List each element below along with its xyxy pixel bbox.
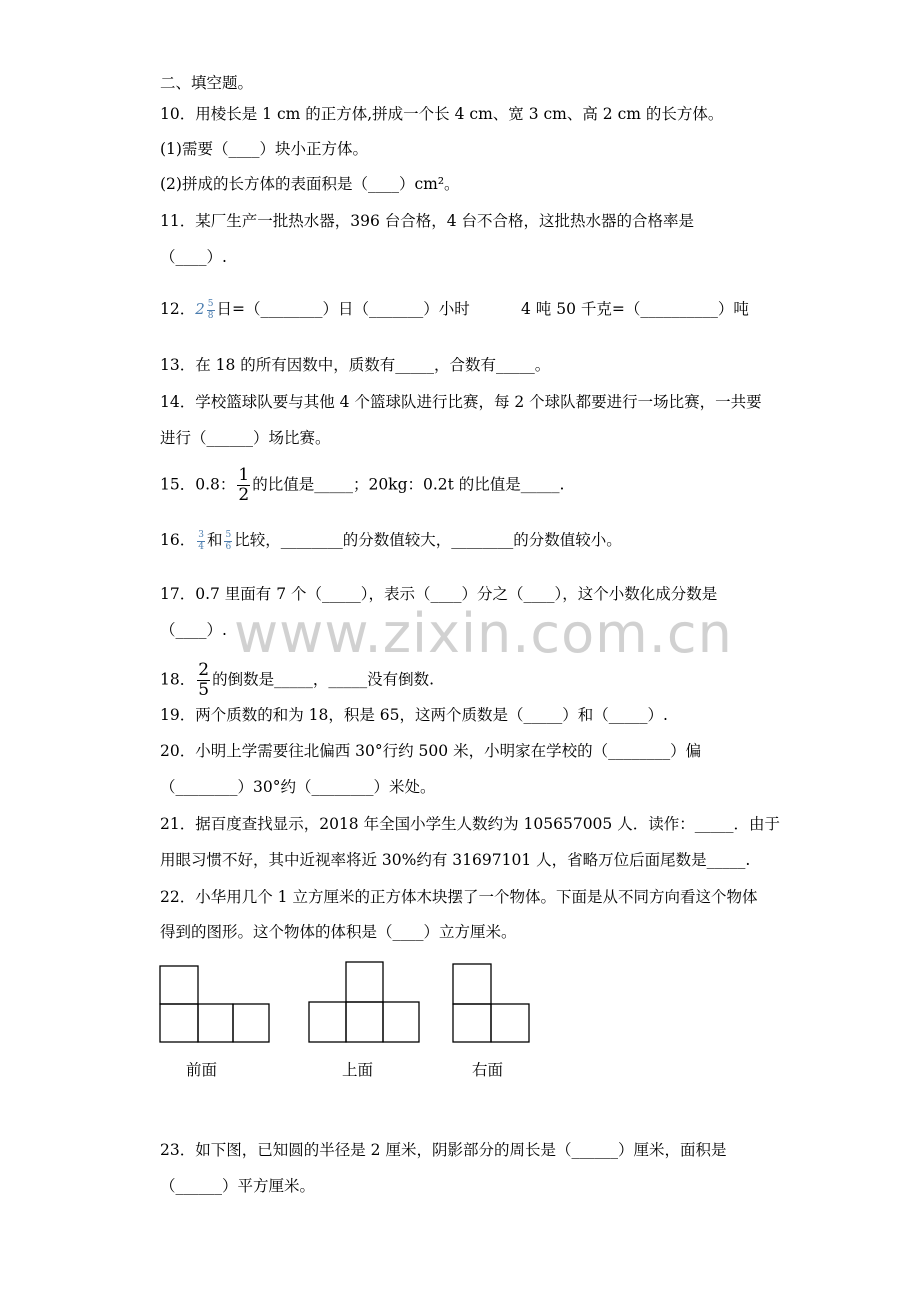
q15-frac-denominator: 2 (238, 485, 250, 505)
q14-line1: 14．学校篮球队要与其他 4 个篮球队进行比赛，每 2 个球队都要进行一场比赛，一共要 (160, 393, 762, 411)
q18-fraction (197, 662, 210, 699)
q10-part1: (1)需要（____）块小正方体。 (160, 140, 368, 158)
q12-line (160, 298, 470, 321)
front-view-diagram (158, 964, 274, 1048)
q22-line1: 22．小华用几个 1 立方厘米的正方体木块摆了一个物体。下面是从不同方向看这个物体 (160, 888, 758, 906)
top-view-cell (383, 1002, 419, 1042)
q19-text: 19．两个质数的和为 18，积是 65，这两个质数是（_____）和（_____）. (160, 706, 668, 724)
q16-frac2-denominator: 6 (225, 541, 232, 552)
q18-line (160, 662, 434, 699)
q15-line (160, 467, 564, 504)
q15-fraction (237, 467, 250, 504)
q16-line (160, 529, 622, 552)
right-view-diagram (451, 962, 535, 1046)
section-title: 二、填空题。 (160, 74, 254, 92)
q12-mixed-fraction (207, 300, 215, 321)
top-view-cell (346, 1002, 383, 1042)
q22-line2: 得到的图形。这个物体的体积是（____）立方厘米。 (160, 923, 517, 941)
front-view-label: 前面 (186, 1061, 218, 1079)
q10-part2: (2)拼成的长方体的表面积是（____）cm²。 (160, 175, 460, 193)
q12-number: 12． (160, 300, 196, 318)
q18-rest: 的倒数是_____，_____没有倒数. (212, 670, 434, 689)
q12-part2: 4 吨 50 千克=（__________）吨 (521, 300, 749, 318)
front-view-cell (233, 1004, 269, 1042)
q11-line1: 11．某厂生产一批热水器，396 台合格，4 台不合格，这批热水器的合格率是 (160, 212, 695, 230)
q16-frac1-numerator: 3 (198, 529, 204, 540)
q12-mixed-whole: 2 (195, 300, 205, 318)
q14-line2: 进行（______）场比赛。 (160, 429, 331, 447)
q12-part1: 日=（________）日（_______）小时 (216, 300, 470, 318)
q16-fraction-1 (197, 531, 205, 552)
right-view-cell (491, 1004, 529, 1042)
top-view-label: 上面 (342, 1061, 374, 1079)
q12-frac-denominator: 8 (207, 310, 214, 321)
q17-line2: （____）. (160, 621, 227, 639)
front-view-cell (160, 1004, 198, 1042)
top-view-diagram (307, 960, 423, 1046)
top-view-cell (309, 1002, 346, 1042)
q16-fraction-2 (224, 531, 232, 552)
q13-text: 13．在 18 的所有因数中，质数有_____，合数有_____。 (160, 356, 551, 374)
q18-number: 18． (160, 670, 196, 689)
q15-prefix: 15．0.8： (160, 475, 236, 494)
right-view-label: 右面 (472, 1061, 504, 1079)
front-view-cell (160, 966, 198, 1004)
q16-number: 16． (160, 531, 196, 549)
q16-frac2-numerator: 5 (225, 529, 232, 540)
q16-and: 和 (206, 531, 223, 549)
q23-line2: （______）平方厘米。 (160, 1177, 316, 1195)
q15-rest: 的比值是_____；20kg：0.2t 的比值是_____. (252, 475, 565, 494)
q10-text: 10．用棱长是 1 cm 的正方体,拼成一个长 4 cm、宽 3 cm、高 2 cm 的长方体。 (160, 105, 724, 123)
q20-line1: 20．小明上学需要往北偏西 30°行约 500 米，小明家在学校的（________）偏 (160, 742, 702, 760)
q17-line1: 17．0.7 里面有 7 个（_____），表示（____）分之（____），这个小数化成分数是 (160, 585, 718, 603)
q16-rest: 比较，________的分数值较大，________的分数值较小。 (234, 531, 622, 549)
front-view-cell (198, 1004, 233, 1042)
q15-frac-numerator: 1 (238, 465, 250, 485)
right-view-cell (453, 1004, 491, 1042)
q16-frac1-denominator: 4 (198, 541, 204, 552)
right-view-cell (453, 964, 491, 1004)
q18-frac-numerator: 2 (198, 660, 210, 680)
q11-line2: （____）. (160, 248, 227, 266)
q21-line2: 用眼习惯不好，其中近视率将近 30%约有 31697101 人，省略万位后面尾数是_____. (160, 851, 751, 869)
q21-line1: 21．据百度查找显示，2018 年全国小学生人数约为 105657005 人．读作：_____．由于 (160, 815, 780, 833)
top-view-cell (346, 962, 383, 1002)
watermark: www.zixin.com.cn (234, 602, 733, 665)
q18-frac-denominator: 5 (198, 680, 210, 700)
q23-line1: 23．如下图，已知圆的半径是 2 厘米，阴影部分的周长是（______）厘米，面积是 (160, 1141, 727, 1159)
q12-frac-numerator: 5 (207, 298, 214, 309)
q20-line2: （________）30°约（________）米处。 (160, 778, 436, 796)
